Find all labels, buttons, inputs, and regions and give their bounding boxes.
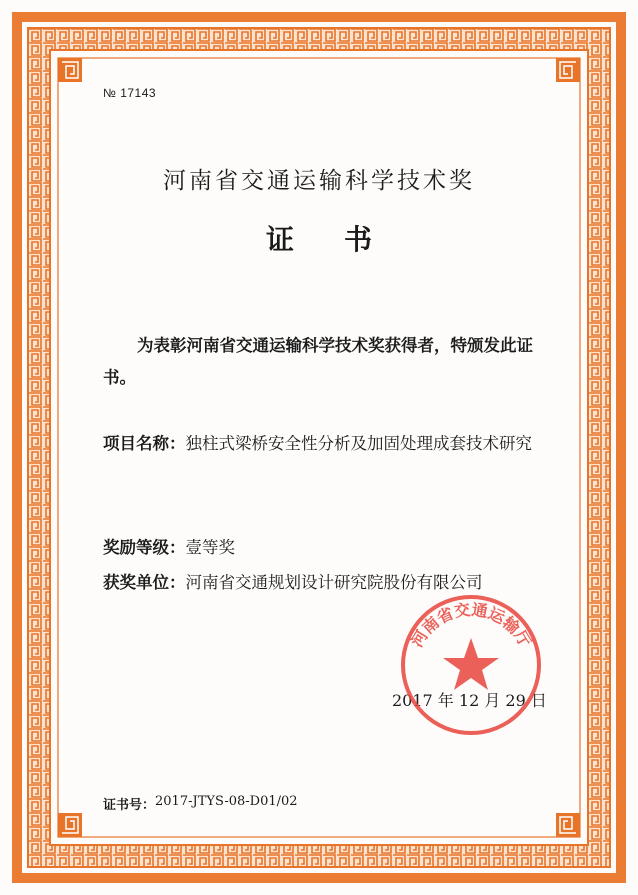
certificate-code	[103, 794, 298, 813]
certificate-title: 河南省交通运输科学技术奖	[163, 168, 475, 194]
project-label: 项目名称：	[103, 434, 186, 453]
award-level-label: 奖励等级：	[103, 538, 186, 557]
official-seal	[396, 590, 546, 740]
award-level-value: 壹等奖	[185, 538, 235, 557]
seal-text: 河南省交通运输厅	[407, 599, 535, 651]
award-level-field	[103, 532, 553, 564]
certificate-subtitle: 证书	[265, 223, 422, 256]
award-unit-label: 获奖单位：	[103, 573, 186, 592]
intro-paragraph: 为表彰河南省交通运输科学技术奖获得者，特颁发此证书。	[103, 336, 533, 387]
issue-date: 2017 年 12 月 29 日	[392, 691, 547, 710]
certificate-code-value: 2017-JTYS-08-D01/02	[155, 794, 298, 809]
award-unit-value: 河南省交通规划设计研究院股份有限公司	[185, 573, 483, 592]
project-field	[103, 428, 553, 460]
project-value: 独柱式梁桥安全性分析及加固处理成套技术研究	[185, 434, 532, 453]
certificate-code-label: 证书号：	[103, 798, 156, 813]
certificate-number: № 17143	[103, 86, 157, 100]
